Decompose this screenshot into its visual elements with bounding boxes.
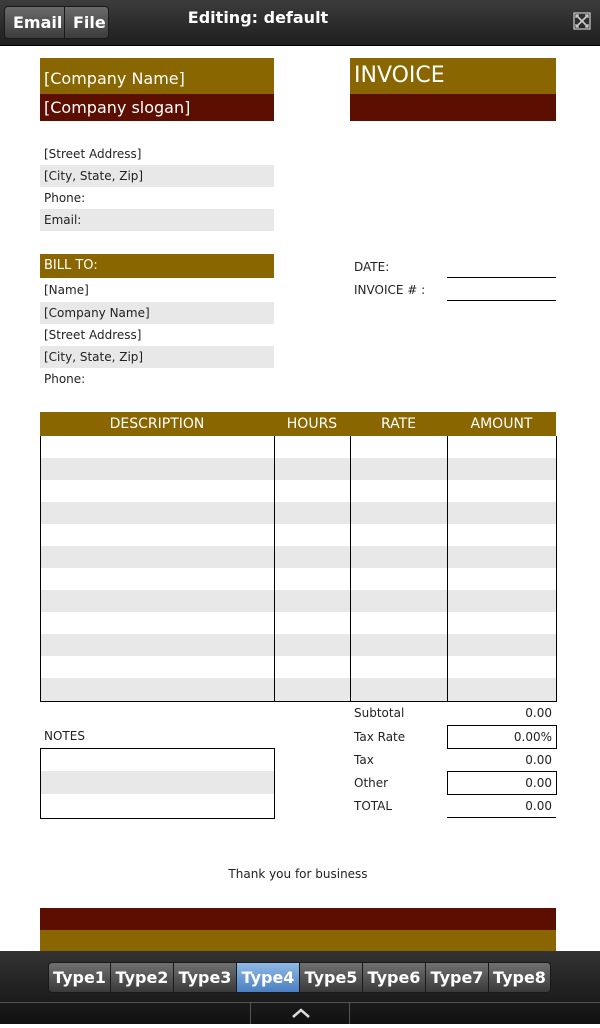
column-divider — [274, 436, 275, 701]
file-button[interactable]: File — [64, 6, 109, 39]
tax-rate-input[interactable]: 0.00% — [447, 725, 557, 749]
column-divider — [447, 436, 448, 701]
bill-to-street[interactable]: [Street Address] — [44, 328, 142, 342]
company-street[interactable]: [Street Address] — [44, 147, 142, 161]
date-label: DATE: — [354, 260, 390, 274]
tab-type3[interactable]: Type3 — [173, 962, 237, 993]
table-row[interactable] — [41, 458, 556, 480]
collapse-handle[interactable] — [250, 1003, 350, 1024]
tab-type2[interactable]: Type2 — [110, 962, 174, 993]
subtotal-value: 0.00 — [525, 706, 552, 720]
date-field[interactable] — [447, 256, 556, 278]
tab-type5[interactable]: Type5 — [299, 962, 363, 993]
tax-value: 0.00 — [525, 753, 552, 767]
table-row[interactable] — [41, 436, 556, 458]
top-bar — [0, 0, 600, 46]
table-row[interactable] — [41, 568, 556, 590]
company-phone[interactable]: Phone: — [44, 191, 86, 205]
chevron-up-icon — [251, 1003, 351, 1024]
email-button[interactable]: Email — [4, 6, 65, 39]
total-value: 0.00 — [447, 795, 556, 818]
tab-type7[interactable]: Type7 — [425, 962, 489, 993]
invoice-title-band — [350, 94, 556, 121]
bill-to-company[interactable]: [Company Name] — [40, 302, 274, 324]
notes-box[interactable] — [40, 748, 275, 819]
tab-type1[interactable]: Type1 — [48, 962, 111, 993]
column-hours: HOURS — [286, 416, 338, 432]
table-row[interactable] — [41, 480, 556, 502]
table-row[interactable] — [41, 634, 556, 656]
footer-band-brown — [40, 930, 556, 951]
items-table — [40, 436, 557, 702]
tax-rate-label: Tax Rate — [354, 730, 406, 744]
table-row[interactable] — [41, 612, 556, 634]
column-amount: AMOUNT — [470, 416, 533, 432]
subtotal-label: Subtotal — [354, 706, 405, 720]
editing-title: Editing: default — [187, 8, 329, 27]
column-description: DESCRIPTION — [109, 416, 205, 432]
bill-to-name[interactable]: [Name] — [44, 283, 89, 297]
table-row[interactable] — [41, 678, 556, 701]
invoice-number-label: INVOICE # : — [354, 283, 426, 297]
notes-label: NOTES — [44, 729, 85, 743]
tax-label: Tax — [354, 753, 374, 767]
company-name[interactable]: [Company Name] — [40, 58, 274, 94]
notes-row — [41, 771, 274, 794]
other-input[interactable]: 0.00 — [447, 771, 557, 795]
other-label: Other — [354, 776, 389, 790]
table-row[interactable] — [41, 546, 556, 568]
bill-to-header: BILL TO: — [40, 254, 274, 278]
fullscreen-icon[interactable] — [573, 12, 591, 30]
tab-type4[interactable]: Type4 — [236, 962, 300, 993]
table-row[interactable] — [41, 502, 556, 524]
company-city[interactable]: [City, State, Zip] — [40, 165, 274, 187]
column-divider — [350, 436, 351, 701]
bill-to-city[interactable]: [City, State, Zip] — [40, 346, 274, 368]
table-row[interactable] — [41, 524, 556, 546]
invoice-number-field[interactable] — [447, 279, 556, 301]
table-row[interactable] — [41, 656, 556, 678]
bill-to-phone[interactable]: Phone: — [44, 372, 86, 386]
company-email[interactable]: Email: — [40, 209, 274, 231]
tab-type8[interactable]: Type8 — [488, 962, 551, 993]
company-slogan[interactable]: [Company slogan] — [40, 94, 274, 121]
thank-you-text: Thank you for business — [228, 867, 368, 881]
total-label: TOTAL — [354, 799, 393, 813]
invoice-title: INVOICE — [350, 58, 556, 94]
table-row[interactable] — [41, 590, 556, 612]
column-rate: RATE — [380, 416, 417, 432]
footer-band-dark — [40, 908, 556, 930]
tab-type6[interactable]: Type6 — [362, 962, 426, 993]
